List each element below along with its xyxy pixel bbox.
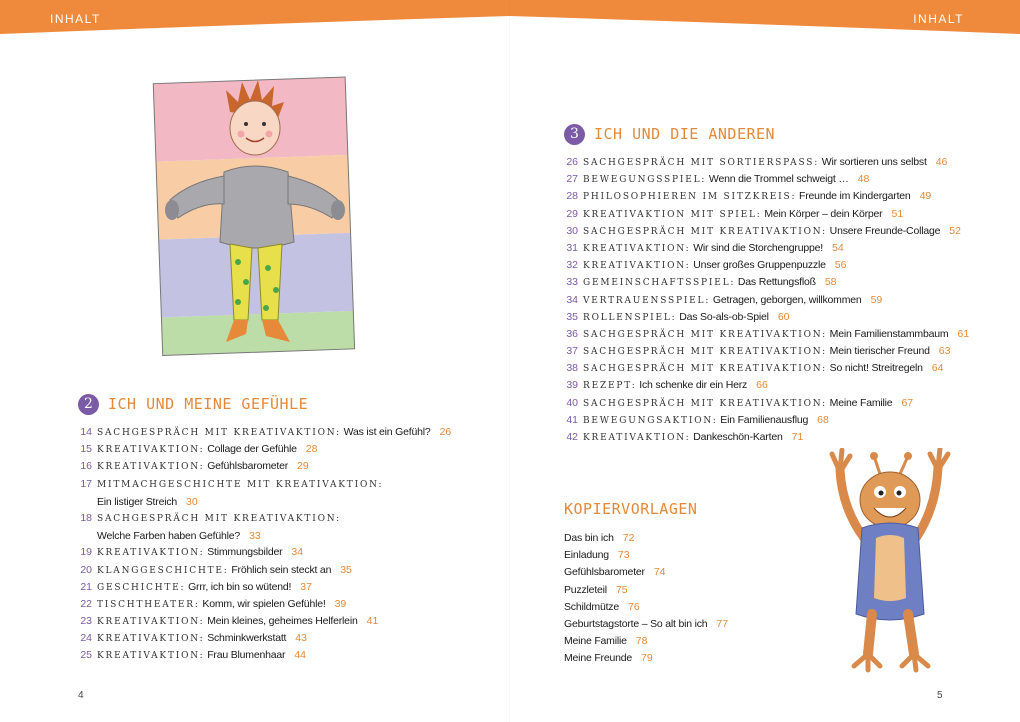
- entry-body: [97, 596, 346, 614]
- kopiervorlage-title: Gefühlsbarometer: [564, 566, 645, 579]
- entry-second-line: [97, 528, 341, 545]
- entry-body: [97, 613, 378, 631]
- kopiervorlage-item: [564, 582, 814, 599]
- entry-body: [583, 154, 947, 172]
- section-3-title: ICH UND DIE ANDEREN: [594, 125, 776, 143]
- entry-page: 61: [957, 327, 970, 340]
- toc-entry: [78, 596, 498, 613]
- entry-body: [583, 309, 790, 327]
- entry-body: [97, 579, 312, 597]
- entry-number: 40: [566, 396, 578, 409]
- kopiervorlage-title: Geburtstagstorte – So alt bin ich: [564, 617, 708, 630]
- toc-entry: [564, 326, 984, 343]
- header-right-label: INHALT: [913, 12, 964, 26]
- toc-entry: [564, 360, 984, 377]
- entry-title: Mein tierischer Freund: [826, 345, 930, 358]
- kopiervorlage-item: [564, 547, 814, 564]
- entry-number: 24: [80, 632, 92, 645]
- toc-entry: [564, 274, 984, 291]
- entry-body: [583, 274, 837, 292]
- entry-page: 68: [817, 413, 829, 426]
- entry-page: 37: [300, 580, 312, 593]
- page-number-right: 5: [937, 690, 943, 701]
- entry-page: 63: [938, 345, 951, 358]
- header-left-label: INHALT: [50, 12, 101, 26]
- entry-page: 46: [935, 156, 948, 168]
- entry-number: 14: [80, 426, 92, 438]
- entry-page: 71: [791, 431, 804, 443]
- entry-title: Dankeschön-Karten: [690, 431, 783, 443]
- entry-page: 56: [834, 259, 847, 272]
- kopiervorlage-page: 73: [617, 549, 630, 562]
- section-2-title: ICH UND MEINE GEFÜHLE: [108, 395, 309, 413]
- entry-category: KREATIVAKTION:: [97, 634, 205, 645]
- entry-title: Das Rettungsfloß: [735, 276, 816, 289]
- toc-entry: [564, 240, 984, 257]
- entry-number: 23: [80, 615, 92, 628]
- toc-entry: [78, 544, 498, 561]
- entry-title: Fröhlich sein steckt an: [228, 563, 332, 576]
- entry-title: Wir sortieren uns selbst: [819, 156, 927, 168]
- entry-category: VERTRAUENSSPIEL:: [583, 295, 711, 306]
- section-3-entries: [564, 154, 984, 446]
- entry-body: [583, 343, 950, 361]
- entry-category: PHILOSOPHIEREN IM SITZKREIS:: [583, 192, 797, 203]
- toc-entry: [564, 309, 984, 326]
- entry-title: Das So-als-ob-Spiel: [676, 310, 769, 323]
- entry-page: 30: [186, 495, 198, 508]
- entry-number: 37: [566, 345, 578, 358]
- entry-number: 28: [566, 190, 578, 203]
- entry-title: Welche Farben haben Gefühle?: [97, 530, 241, 543]
- entry-title: Ich schenke dir ein Herz: [636, 379, 748, 392]
- kopiervorlagen-heading: [564, 498, 814, 520]
- entry-number: 41: [566, 413, 578, 426]
- entry-body: [97, 647, 306, 665]
- entry-title: Wir sind die Storchengruppe!: [690, 241, 824, 254]
- entry-number: 25: [80, 649, 92, 662]
- page-number-left: 4: [78, 690, 84, 701]
- entry-number: 36: [566, 327, 578, 340]
- kopiervorlage-title: Meine Freunde: [564, 652, 633, 665]
- entry-number: 22: [80, 597, 92, 610]
- entry-page: 29: [297, 460, 309, 473]
- toc-entry: [78, 613, 498, 630]
- kopiervorlage-page: 74: [653, 566, 666, 579]
- kopiervorlage-item: [564, 599, 814, 616]
- entry-page: 28: [305, 443, 318, 456]
- kopiervorlage-title: Meine Familie: [564, 635, 627, 648]
- entry-title: Getragen, geborgen, willkommen: [710, 293, 862, 306]
- entry-title: Ein Familienausflug: [717, 413, 809, 426]
- entry-category: SACHGESPRÄCH MIT KREATIVAKTION:: [583, 347, 827, 358]
- entry-title: Schminkwerkstatt: [204, 632, 287, 645]
- entry-category: MITMACHGESCHICHTE MIT KREATIVAKTION:: [97, 479, 384, 490]
- entry-second-line: [97, 494, 383, 511]
- entry-category: SACHGESPRÄCH MIT KREATIVAKTION:: [97, 428, 341, 438]
- entry-body: [97, 458, 309, 476]
- kopiervorlagen-list: [564, 530, 814, 668]
- toc-entry: [78, 579, 498, 596]
- entry-number: 15: [80, 443, 92, 456]
- toc-entry: [564, 188, 984, 205]
- entry-title: Mein kleines, geheimes Helferlein: [204, 615, 358, 628]
- entry-body: [583, 292, 882, 310]
- entry-body: [97, 476, 383, 511]
- kopiervorlage-page: 77: [716, 617, 729, 630]
- toc-entry: [564, 206, 984, 223]
- entry-body: [583, 377, 768, 395]
- entry-page: 52: [949, 224, 961, 237]
- entry-title: Mein Familienstammbaum: [826, 327, 949, 340]
- entry-body: [583, 412, 829, 430]
- entry-body: [583, 429, 803, 447]
- entry-page: 49: [919, 190, 932, 203]
- toc-entry: [78, 562, 498, 579]
- entry-title: Gefühlsbarometer: [204, 460, 289, 473]
- toc-entry: [78, 424, 498, 441]
- entry-category: KREATIVAKTION:: [97, 617, 205, 628]
- entry-category: KREATIVAKTION:: [583, 433, 691, 443]
- entry-title: Unser großes Gruppenpuzzle: [690, 259, 826, 272]
- entry-category: SACHGESPRÄCH MIT SORTIERSPASS:: [583, 158, 820, 168]
- kopiervorlage-page: 72: [622, 532, 635, 544]
- entry-page: 44: [294, 649, 307, 662]
- entry-page: 51: [891, 207, 904, 220]
- entry-category: SACHGESPRÄCH MIT KREATIVAKTION:: [583, 226, 827, 237]
- kopiervorlagen-section: [564, 498, 814, 668]
- entry-body: [583, 171, 869, 189]
- entry-page: 35: [340, 563, 352, 576]
- entry-number: 20: [80, 563, 92, 576]
- kopiervorlage-page: 79: [641, 652, 653, 665]
- entry-category: ROLLENSPIEL:: [583, 312, 677, 323]
- entry-body: [97, 510, 341, 545]
- entry-title: Collage der Gefühle: [204, 443, 297, 456]
- section-2-number-badge: 2: [78, 394, 99, 415]
- entry-category: KLANGGESCHICHTE:: [97, 565, 229, 576]
- entry-category: KREATIVAKTION:: [97, 462, 205, 473]
- entry-title: Was ist ein Gefühl?: [340, 426, 431, 438]
- entry-category: SACHGESPRÄCH MIT KREATIVAKTION:: [583, 364, 827, 375]
- entry-number: 31: [566, 241, 578, 254]
- section-2-heading: [78, 393, 498, 415]
- monster-illustration: [824, 448, 954, 674]
- kopiervorlage-item: [564, 564, 814, 581]
- toc-entry: [564, 395, 984, 412]
- section-3-heading: [564, 123, 984, 145]
- entry-number: 33: [566, 276, 578, 289]
- entry-category: SACHGESPRÄCH MIT KREATIVAKTION:: [583, 329, 827, 340]
- toc-entry: [564, 412, 984, 429]
- entry-category: SACHGESPRÄCH MIT KREATIVAKTION:: [97, 513, 341, 524]
- entry-body: [583, 188, 931, 206]
- entry-body: [97, 441, 317, 459]
- entry-body: [583, 206, 903, 224]
- toc-entry: [564, 377, 984, 394]
- toc-entry: [564, 343, 984, 360]
- entry-title: Mein Körper – dein Körper: [761, 207, 883, 220]
- kopiervorlage-item: [564, 633, 814, 650]
- entry-page: 66: [756, 379, 768, 392]
- entry-number: 21: [80, 580, 92, 593]
- entry-number: 30: [566, 224, 578, 237]
- entry-number: 32: [566, 259, 578, 272]
- entry-number: 16: [80, 460, 92, 473]
- entry-title: Meine Familie: [826, 396, 893, 409]
- entry-page: 34: [291, 546, 304, 559]
- entry-page: 43: [295, 632, 307, 645]
- toc-entry: [564, 223, 984, 240]
- entry-body: [583, 257, 846, 275]
- entry-category: KREATIVAKTION:: [97, 651, 205, 662]
- entry-number: 17: [80, 477, 92, 490]
- boy-illustration: [150, 72, 372, 364]
- toc-entry: [78, 476, 498, 510]
- entry-category: GEMEINSCHAFTSSPIEL:: [583, 278, 736, 289]
- kopiervorlage-title: Puzzleteil: [564, 583, 607, 596]
- header-bar: [0, 0, 1020, 38]
- entry-page: 67: [901, 396, 914, 409]
- kopiervorlage-title: Das bin ich: [564, 532, 614, 544]
- entry-title: Komm, wir spielen Gefühle!: [199, 597, 326, 610]
- entry-number: 39: [566, 379, 578, 392]
- entry-page: 39: [334, 597, 347, 610]
- toc-entry: [564, 154, 984, 171]
- kopiervorlage-title: Schildmütze: [564, 600, 619, 613]
- kopiervorlage-item: [564, 530, 814, 547]
- entry-body: [583, 360, 943, 378]
- entry-page: 26: [439, 426, 452, 438]
- entry-title: Ein listiger Streich: [97, 495, 178, 508]
- kopiervorlage-item: [564, 616, 814, 633]
- toc-entry: [78, 441, 498, 458]
- entry-body: [583, 223, 961, 241]
- entry-number: 34: [566, 293, 578, 306]
- toc-entry: [564, 429, 984, 446]
- entry-page: 59: [870, 293, 883, 306]
- entry-page: 33: [249, 530, 261, 543]
- toc-entry: [564, 257, 984, 274]
- entry-page: 48: [857, 173, 870, 186]
- section-3: [564, 123, 984, 446]
- entry-category: BEWEGUNGSSPIEL:: [583, 175, 707, 186]
- entry-category: KREATIVAKTION:: [583, 243, 691, 254]
- entry-body: [97, 562, 352, 580]
- section-2-entries: [78, 424, 498, 665]
- entry-number: 42: [566, 431, 578, 443]
- entry-category: KREATIVAKTION:: [97, 445, 205, 456]
- entry-body: [97, 424, 451, 442]
- toc-entry: [78, 510, 498, 544]
- entry-category: KREATIVAKTION:: [583, 261, 691, 272]
- entry-number: 18: [80, 511, 92, 524]
- entry-number: 27: [566, 173, 578, 186]
- entry-page: 60: [777, 310, 790, 323]
- entry-page: 58: [824, 276, 837, 289]
- entry-body: [97, 630, 307, 648]
- kopiervorlagen-title: KOPIERVORLAGEN: [564, 500, 698, 518]
- entry-number: 19: [80, 546, 92, 559]
- kopiervorlage-page: 75: [615, 583, 628, 596]
- entry-number: 29: [566, 207, 578, 220]
- entry-category: TISCHTHEATER:: [97, 599, 200, 610]
- kopiervorlage-page: 78: [635, 635, 648, 648]
- toc-entry: [78, 630, 498, 647]
- entry-body: [583, 240, 844, 258]
- entry-title: Unsere Freunde-Collage: [826, 224, 941, 237]
- section-3-number-badge: 3: [564, 124, 585, 145]
- entry-title: So nicht! Streitregeln: [826, 362, 923, 375]
- entry-body: [97, 544, 303, 562]
- kopiervorlage-title: Einladung: [564, 549, 609, 562]
- entry-number: 38: [566, 362, 578, 375]
- entry-category: SACHGESPRÄCH MIT KREATIVAKTION:: [583, 398, 827, 409]
- toc-entry: [564, 292, 984, 309]
- entry-page: 41: [366, 615, 379, 628]
- entry-category: KREATIVAKTION:: [97, 548, 205, 559]
- section-2: [78, 393, 498, 665]
- toc-entry: [78, 647, 498, 664]
- entry-page: 54: [832, 241, 844, 254]
- entry-body: [583, 326, 969, 344]
- entry-category: GESCHICHTE:: [97, 582, 186, 593]
- entry-page: 64: [931, 362, 944, 375]
- page-fold: [509, 0, 510, 722]
- entry-title: Grrr, ich bin so wütend!: [185, 580, 292, 593]
- entry-number: 26: [566, 156, 578, 168]
- entry-category: REZEPT:: [583, 381, 637, 392]
- kopiervorlage-item: [564, 650, 814, 667]
- toc-entry: [564, 171, 984, 188]
- entry-title: Stimmungsbilder: [204, 546, 283, 559]
- entry-category: KREATIVAKTION MIT SPIEL:: [583, 209, 762, 220]
- kopiervorlage-page: 76: [628, 600, 640, 613]
- entry-title: Frau Blumenhaar: [204, 649, 286, 662]
- entry-title: Freunde im Kindergarten: [796, 190, 911, 203]
- toc-entry: [78, 458, 498, 475]
- entry-title: Wenn die Trommel schweigt …: [706, 173, 849, 186]
- entry-number: 35: [566, 310, 578, 323]
- entry-category: BEWEGUNGSAKTION:: [583, 415, 718, 426]
- entry-body: [583, 395, 913, 413]
